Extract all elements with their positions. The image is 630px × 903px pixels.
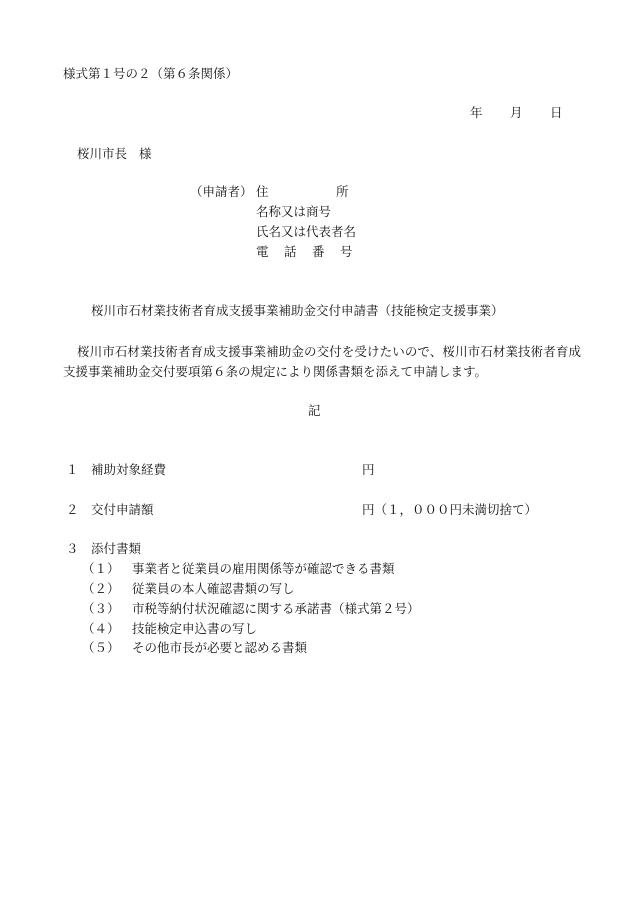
addressee	[77, 146, 152, 162]
item-number: １	[66, 462, 79, 477]
phone-char: 号	[340, 244, 353, 259]
item-number: ２	[66, 502, 79, 517]
address-label-a: 住	[256, 184, 269, 199]
addressee-name: 桜川市長	[77, 146, 128, 161]
item-label: 添付書類	[91, 541, 142, 556]
attachment-number: （３）	[82, 601, 120, 616]
item-label: 補助対象経費	[91, 462, 167, 477]
phone-char: 番	[312, 244, 325, 259]
applicant-representative-label: 氏名又は代表者名	[256, 224, 357, 239]
phone-char: 電	[256, 244, 269, 259]
phone-char: 話	[284, 244, 297, 259]
attachment-text: その他市長が必要と認める書類	[132, 640, 308, 655]
attachment-number: （２）	[82, 581, 120, 596]
item-value: 円	[362, 462, 375, 477]
attachment-number: （１）	[82, 561, 120, 576]
attachment-text: 市税等納付状況確認に関する承諾書（様式第２号）	[132, 601, 420, 616]
applicant-phone-label	[256, 244, 353, 260]
date-day: 日	[550, 105, 563, 120]
date-month: 月	[510, 105, 523, 120]
date-year: 年	[470, 105, 483, 120]
document-title: 桜川市石材業技術者育成支援事業補助金交付申請書（技能検定支援事業）	[91, 303, 504, 318]
attachment-text: 事業者と従業員の雇用関係等が確認できる書類	[132, 561, 395, 576]
applicant-company-label: 名称又は商号	[256, 204, 332, 219]
form-number: 様式第１号の２（第６条関係）	[63, 66, 239, 81]
date-line	[470, 105, 563, 121]
address-label-b: 所	[336, 184, 349, 199]
attachment-text: 技能検定申込書の写し	[132, 621, 258, 636]
attachment-number: （５）	[82, 640, 120, 655]
body-paragraph: 桜川市石材業技術者育成支援事業補助金の交付を受けたいので、桜川市石材業技術者育成支援事業補助金交付要項第６条の規定により関係書類を添えて申請します。	[63, 344, 581, 379]
applicant-address-label	[256, 184, 349, 200]
attachment-text: 従業員の本人確認書類の写し	[132, 581, 295, 596]
applicant-label: （申請者）	[190, 184, 253, 199]
item-value: 円（１，０００円未満切捨て）	[362, 502, 538, 517]
item-number: ３	[66, 541, 79, 556]
item-label: 交付申請額	[91, 502, 154, 517]
addressee-honorific: 様	[139, 146, 152, 161]
ki-heading: 記	[308, 403, 321, 418]
attachment-number: （４）	[82, 621, 120, 636]
